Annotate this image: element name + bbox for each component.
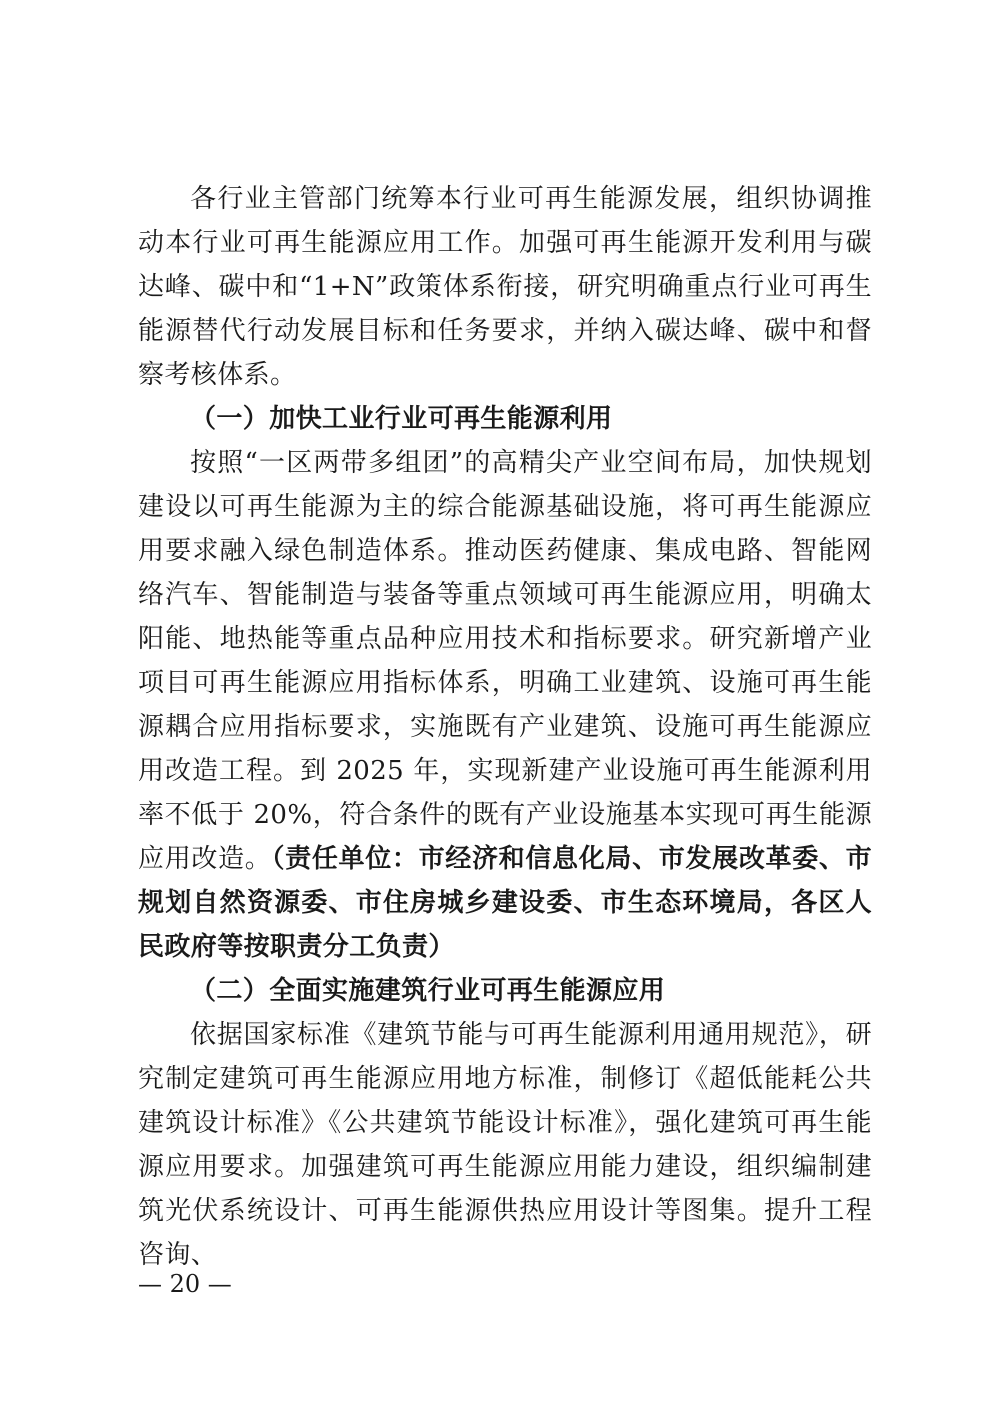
section-heading-industry: （一）加快工业行业可再生能源利用: [190, 404, 613, 434]
document-body: [138, 177, 872, 1277]
paragraph-industry: [138, 441, 872, 969]
paragraph-overview: 各行业主管部门统筹本行业可再生能源发展，组织协调推动本行业可再生能源应用工作。加强可再生能源开发利用与碳达峰、碳中和“1+N”政策体系衔接，研究明确重点行业可再生能源替代行动发展目标和任务要求，并纳入碳达峰、碳中和督察考核体系。: [138, 184, 872, 390]
responsibility-units: （责任单位：市经济和信息化局、市发展改革委、市规划自然资源委、市住房城乡建设委、市生态环境局，各区人民政府等按职责分工负责）: [138, 844, 872, 962]
page-number: — 20 —: [138, 1270, 232, 1298]
paragraph-building: 依据国家标准《建筑节能与可再生能源利用通用规范》，研究制定建筑可再生能源应用地方标准，制修订《超低能耗公共建筑设计标准》《公共建筑节能设计标准》，强化建筑可再生能源应用要求。加强建筑可再生能源应用能力建设，组织编制建筑光伏系统设计、可再生能源供热应用设计等图集。提升工程咨询、: [138, 1020, 872, 1270]
section-heading-building: （二）全面实施建筑行业可再生能源应用: [190, 976, 666, 1006]
paragraph-industry-text: 按照“一区两带多组团”的高精尖产业空间布局，加快规划建设以可再生能源为主的综合能源基础设施，将可再生能源应用要求融入绿色制造体系。推动医药健康、集成电路、智能网络汽车、智能制造与装备等重点领域可再生能源应用，明确太阳能、地热能等重点品种应用技术和指标要求。研究新增产业项目可再生能源应用指标体系，明确工业建筑、设施可再生能源耦合应用指标要求，实施既有产业建筑、设施可再生能源应用改造工程。到 2025 年，实现新建产业设施可再生能源利用率不低于 20%，符合条件的既有产业设施基本实现可再生能源应用改造。: [138, 448, 872, 874]
